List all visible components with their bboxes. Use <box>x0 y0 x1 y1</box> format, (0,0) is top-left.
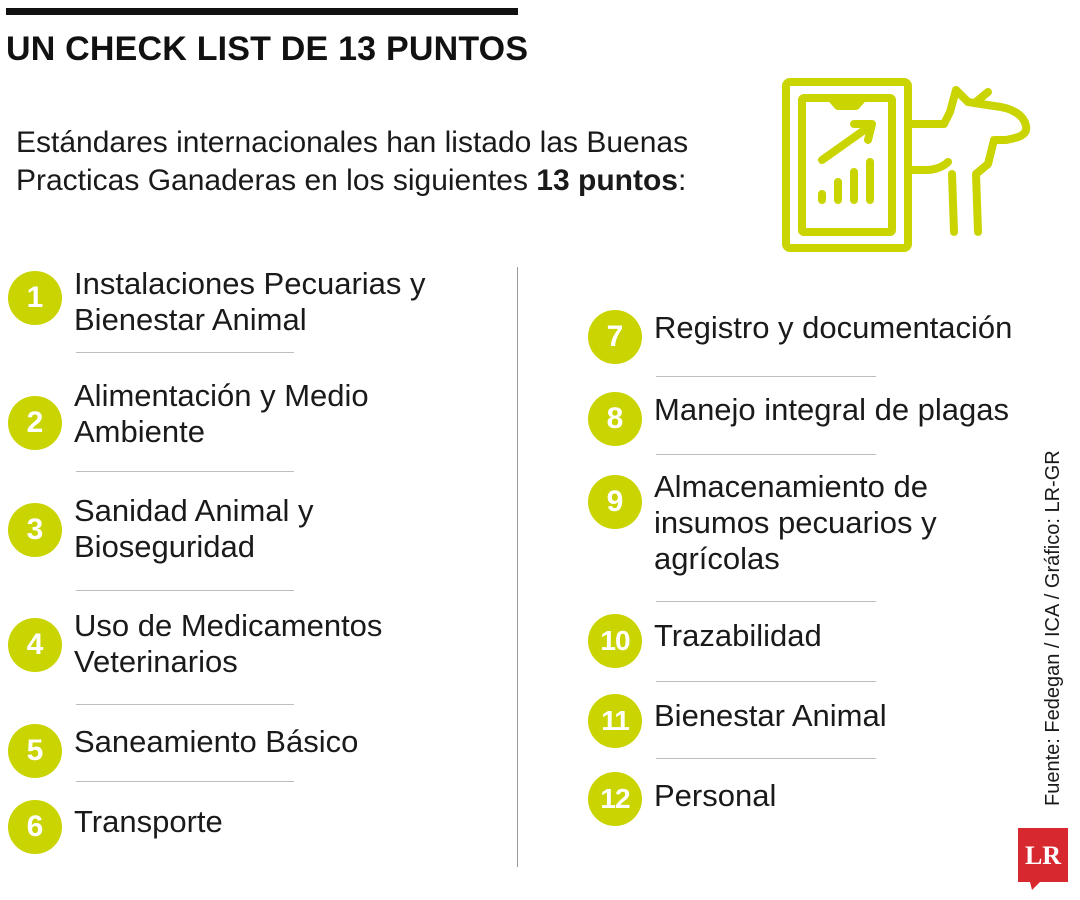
list-item <box>8 800 223 854</box>
item-label-line: Transporte <box>74 804 223 839</box>
list-item <box>8 724 358 778</box>
number-badge: 5 <box>8 724 62 778</box>
intro-text <box>16 124 756 200</box>
intro-line-1: Estándares internacionales han listado las Buenas <box>16 126 689 159</box>
intro-highlight: 13 puntos <box>536 164 678 197</box>
number-badge: 10 <box>588 614 642 668</box>
separator <box>76 781 294 782</box>
separator <box>656 454 876 455</box>
separator <box>656 376 876 377</box>
list-item <box>588 694 887 748</box>
separator <box>656 601 876 602</box>
list-item <box>588 772 776 826</box>
item-label-line: Alimentación y Medio <box>74 378 369 413</box>
intro-line-2-prefix: Practicas Ganaderas en los siguientes <box>16 164 537 197</box>
item-label <box>654 469 937 577</box>
source-credit: Fuente: Fedegan / ICA / Gráfico: LR-GR <box>1042 450 1064 806</box>
intro-line-2-suffix: : <box>677 164 687 197</box>
item-label-line: insumos pecuarios y <box>654 505 937 540</box>
separator <box>656 758 876 759</box>
list-item <box>8 608 382 680</box>
item-label-line: Bienestar Animal <box>74 302 307 337</box>
number-badge: 4 <box>8 618 62 672</box>
number-badge: 9 <box>588 475 642 529</box>
number-badge: 11 <box>588 694 642 748</box>
list-item <box>588 614 822 668</box>
item-label <box>654 778 776 814</box>
list-item <box>8 266 426 338</box>
number-badge: 8 <box>588 392 642 446</box>
number-badge: 2 <box>8 396 62 450</box>
item-label <box>74 804 223 840</box>
lr-logo-icon <box>1018 828 1068 890</box>
separator <box>76 352 294 353</box>
item-label <box>654 698 887 734</box>
item-label <box>74 608 382 680</box>
item-label <box>654 310 1012 346</box>
item-label-line: agrícolas <box>654 541 780 576</box>
separator <box>656 681 876 682</box>
tablet-growth-chart-cow-icon <box>776 72 1038 258</box>
item-label-line: Personal <box>654 778 777 813</box>
list-item <box>8 493 314 565</box>
item-label-line: Trazabilidad <box>654 618 822 653</box>
number-badge: 1 <box>8 271 62 325</box>
item-label <box>654 618 822 654</box>
item-label-line: Almacenamiento de <box>654 469 928 504</box>
item-label-line: Saneamiento Básico <box>74 724 359 759</box>
item-label <box>74 724 358 760</box>
separator <box>76 590 294 591</box>
list-item <box>588 392 1009 446</box>
page-title: UN CHECK LIST DE 13 PUNTOS <box>6 30 529 68</box>
list-item <box>8 378 369 450</box>
item-label-line: Uso de Medicamentos <box>74 608 383 643</box>
top-rule <box>6 8 518 15</box>
item-label-line: Sanidad Animal y <box>74 493 314 528</box>
item-label-line: Ambiente <box>74 414 205 449</box>
list-item <box>588 310 1012 364</box>
item-label-line: Bienestar Animal <box>654 698 887 733</box>
number-badge: 3 <box>8 503 62 557</box>
column-divider <box>517 267 518 867</box>
number-badge: 6 <box>8 800 62 854</box>
item-label-line: Veterinarios <box>74 644 238 679</box>
item-label-line: Registro y documentación <box>654 310 1013 345</box>
number-badge: 7 <box>588 310 642 364</box>
item-label-line: Instalaciones Pecuarias y <box>74 266 426 301</box>
logo-text: LR <box>1024 841 1062 870</box>
list-item <box>588 469 937 577</box>
number-badge: 12 <box>588 772 642 826</box>
item-label-line: Manejo integral de plagas <box>654 392 1010 427</box>
item-label <box>74 378 369 450</box>
item-label-line: Bioseguridad <box>74 529 255 564</box>
separator <box>76 471 294 472</box>
intro-line-2 <box>16 162 756 200</box>
separator <box>76 704 294 705</box>
item-label <box>74 266 426 338</box>
item-label <box>74 493 314 565</box>
item-label <box>654 392 1009 428</box>
